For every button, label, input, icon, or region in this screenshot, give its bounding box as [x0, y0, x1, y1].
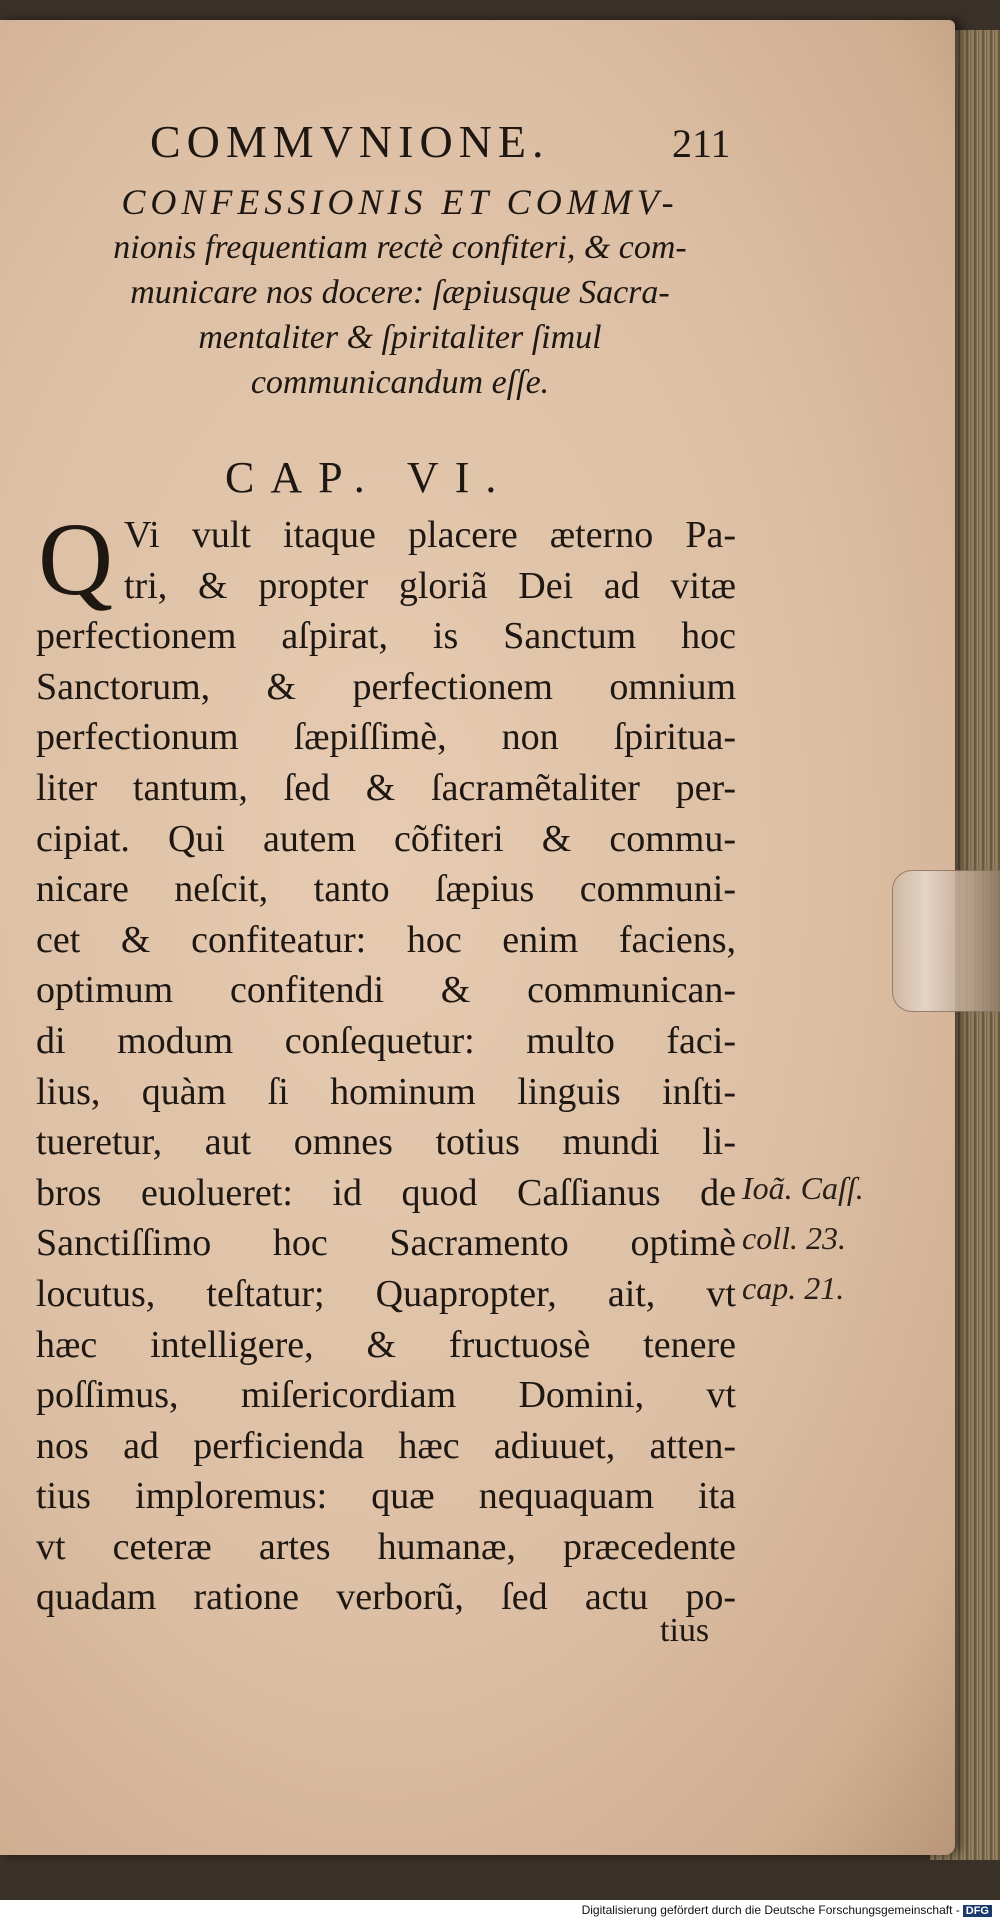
- body-line: tri, & propter gloriã Dei ad vitæ: [124, 564, 736, 607]
- heading-line: nionis frequentiam rectè confiteri, & com-: [113, 229, 687, 266]
- marginal-note-line: Ioã. Caſſ.: [742, 1170, 864, 1206]
- body-line: liter tantum, ſed & ſacramẽtaliter per-: [36, 766, 736, 809]
- heading-line: communicandum eſſe.: [250, 364, 550, 401]
- heading-line: CONFESSIONIS ET COMMV-: [121, 182, 679, 222]
- body-line: Sanctiſſimo hoc Sacramento optimè: [36, 1222, 736, 1265]
- running-head: COMMVNIONE.: [150, 116, 550, 167]
- body-line: vt ceteræ artes humanæ, præcedente: [36, 1525, 736, 1568]
- body-line: perfectionum ſæpiſſimè, non ſpiritua-: [36, 716, 736, 759]
- digitization-credit: [582, 1903, 992, 1917]
- page-number: 211: [672, 121, 731, 166]
- body-line: cipiat. Qui autem cõfiteri & commu-: [36, 817, 736, 860]
- body-line: locutus, teſtatur; Quapropter, ait, vt: [36, 1272, 736, 1315]
- marginal-note: [742, 1163, 864, 1313]
- body-line: lius, quàm ſi hominum linguis inſti-: [36, 1070, 736, 1113]
- drop-cap: Q: [38, 502, 114, 617]
- body-line: nos ad perficienda hæc adiuuet, atten-: [36, 1424, 736, 1467]
- heading-line: mentaliter & ſpiritaliter ſimul: [198, 319, 602, 356]
- credit-text: Digitalisierung gefördert durch die Deutsche Forschungsgemeinschaft -: [581, 1903, 960, 1917]
- body-line: quadam ratione verborũ, ſed actu po-: [36, 1576, 736, 1619]
- body-line: cet & confiteatur: hoc enim faciens,: [36, 918, 736, 961]
- body-text: [36, 502, 736, 1623]
- body-line: tueretur, aut omnes totius mundi li-: [36, 1121, 736, 1164]
- body-line: perfectionem aſpirat, is Sanctum hoc: [36, 615, 736, 658]
- body-line: nicare neſcit, tanto ſæpius communi-: [36, 868, 736, 911]
- heading-line: municare nos docere: ſæpiusque Sacra-: [130, 274, 670, 311]
- body-line: tius imploremus: quæ nequaquam ita: [36, 1475, 736, 1518]
- body-line: di modum conſequetur: multo faci-: [36, 1019, 736, 1062]
- dfg-logo: DFG: [963, 1905, 992, 1917]
- book-clasp: [892, 870, 1000, 1012]
- marginal-note-line: coll. 23.: [742, 1220, 846, 1256]
- marginal-note-line: cap. 21.: [742, 1270, 845, 1306]
- body-line: hæc intelligere, & fructuosè tenere: [36, 1323, 736, 1366]
- body-line: Sanctorum, & perfectionem omnium: [36, 665, 736, 708]
- body-line: bros euolueret: id quod Caſſianus de: [36, 1171, 736, 1214]
- footer-bar: [0, 1900, 1000, 1922]
- catchword: tius: [660, 1612, 710, 1649]
- chapter-heading: [40, 180, 760, 405]
- body-line: poſſimus, miſericordiam Domini, vt: [36, 1374, 736, 1417]
- body-line: Vi vult itaque placere æterno Pa-: [124, 514, 736, 556]
- chapter-number: CAP. VI.: [225, 453, 513, 502]
- body-line: optimum confitendi & communican-: [36, 969, 736, 1012]
